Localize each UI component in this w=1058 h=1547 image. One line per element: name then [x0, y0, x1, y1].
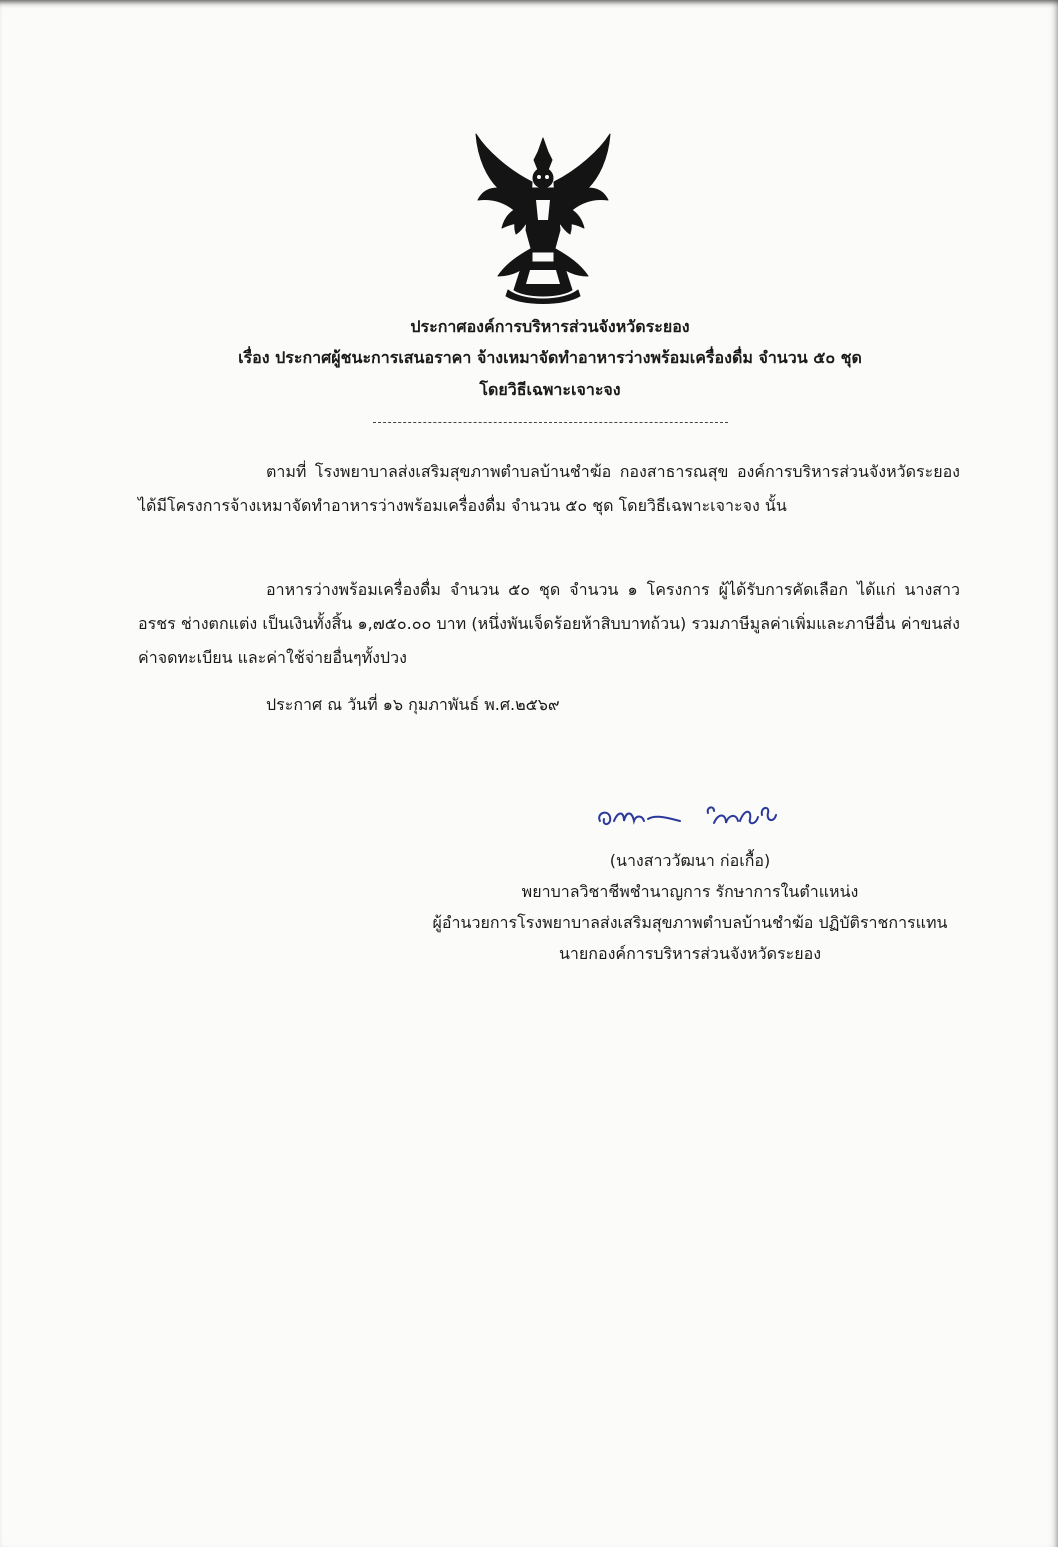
signer-position-1: พยาบาลวิชาชีพชำนาญการ รักษาการในตำแหน่ง [521, 882, 859, 901]
paragraph-2-text: อาหารว่างพร้อมเครื่องดื่ม จำนวน ๕๐ ชุด จำนวน ๑ โครงการ ผู้ได้รับการคัดเลือก ได้แก่ นางสาวอรชร ช่างตกแต่ง เป็นเงินทั้งสิ้น ๑,๗๕๐.๐๐ บาท (หนึ่งพันเจ็ดร้อยห้าสิบบาทถ้วน) รวมภาษีมูลค่าเพิ่มและภาษีอื่น ค่าขนส่ง ค่าจดทะเบียน และค่าใช้จ่ายอื่นๆทั้งปวง [138, 580, 961, 667]
signer-name: (นางสาววัฒนา ก่อเกื้อ) [609, 851, 771, 870]
divider [373, 422, 728, 423]
signer-position-3: นายกองค์การบริหารส่วนจังหวัดระยอง [558, 944, 822, 963]
announce-date: ประกาศ ณ วันที่ ๑๖ กุมภาพันธ์ พ.ศ.๒๕๖๙ [266, 695, 560, 714]
signer-position-2: ผู้อำนวยการโรงพยาบาลส่งเสริมสุขภาพตำบลบ้านชำฆ้อ ปฏิบัติราชการแทน [432, 913, 948, 932]
announcement-subject: เรื่อง ประกาศผู้ชนะการเสนอราคา จ้างเหมาจัดทำอาหารว่างพร้อมเครื่องดื่ม จำนวน ๕๐ ชุด [238, 348, 862, 367]
handwritten-signature [590, 795, 790, 837]
announcement-method: โดยวิธีเฉพาะเจาะจง [479, 380, 621, 399]
signature-block [340, 795, 1040, 969]
paragraph-2 [138, 573, 960, 675]
paragraph-1 [138, 455, 960, 523]
paragraph-1-text: ตามที่ โรงพยาบาลส่งเสริมสุขภาพตำบลบ้านชำฆ้อ กองสาธารณสุข องค์การบริหารส่วนจังหวัดระยอง ได้มีโครงการจ้างเหมาจัดทำอาหารว่างพร้อมเครื่องดื่ม จำนวน ๕๐ ชุด โดยวิธีเฉพาะเจาะจง นั้น [138, 462, 960, 515]
announcement-title: ประกาศองค์การบริหารส่วนจังหวัดระยอง [410, 317, 690, 336]
garuda-emblem-icon [468, 130, 618, 305]
